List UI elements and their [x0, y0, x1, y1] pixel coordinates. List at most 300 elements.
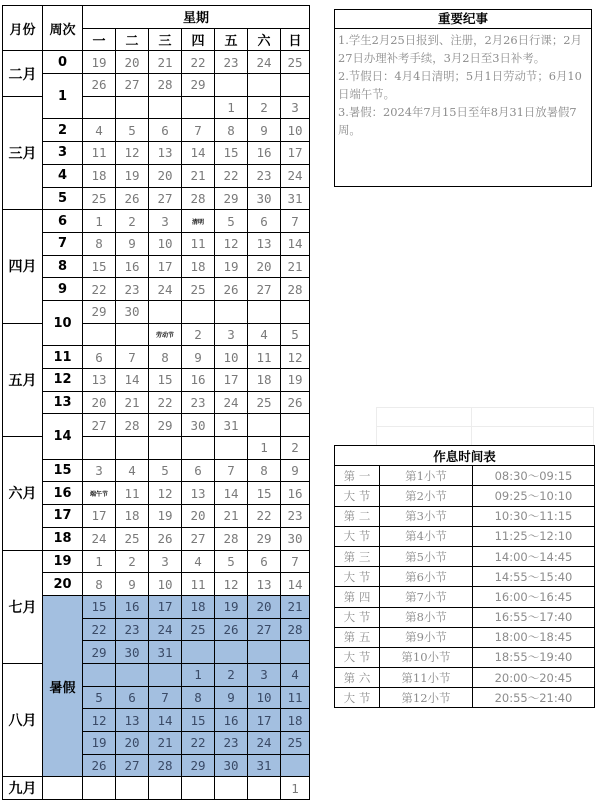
day-cell: 25 — [83, 187, 116, 210]
day-cell: 20 — [149, 164, 182, 187]
weekday-sun: 日 — [281, 28, 310, 51]
day-cell — [215, 300, 248, 323]
day-cell: 21 — [149, 732, 182, 755]
day-cell: 15 — [83, 255, 116, 278]
day-cell: 26 — [83, 74, 116, 97]
day-cell: 5 — [83, 686, 116, 709]
week-header: 周次 — [43, 6, 83, 51]
calendar-row — [3, 527, 310, 550]
day-cell: 1 — [248, 437, 281, 460]
day-cell: 14 — [281, 232, 310, 255]
session-label: 大 节 — [335, 607, 380, 627]
day-cell: 21 — [281, 255, 310, 278]
schedule-row — [335, 546, 595, 566]
day-cell: 10 — [281, 119, 310, 142]
day-cell: 14 — [182, 142, 215, 165]
schedule-row — [335, 627, 595, 647]
week-number: 6 — [43, 210, 83, 233]
period-time: 09:25～10:10 — [473, 486, 595, 506]
day-cell: 8 — [248, 459, 281, 482]
period-time: 14:55～15:40 — [473, 567, 595, 587]
day-cell: 25 — [182, 618, 215, 641]
day-cell: 21 — [182, 164, 215, 187]
session-label: 大 节 — [335, 567, 380, 587]
day-cell: 3 — [83, 459, 116, 482]
day-cell — [116, 777, 149, 800]
period-time: 16:00～16:45 — [473, 587, 595, 607]
day-cell — [248, 414, 281, 437]
day-cell — [149, 777, 182, 800]
calendar-row — [3, 232, 310, 255]
calendar-row — [3, 346, 310, 369]
day-cell: 24 — [149, 278, 182, 301]
day-cell: 16 — [116, 255, 149, 278]
day-cell — [149, 300, 182, 323]
day-cell: 7 — [215, 459, 248, 482]
day-cell: 5 — [215, 210, 248, 233]
day-cell: 28 — [149, 74, 182, 97]
schedule-row — [335, 567, 595, 587]
day-cell: 30 — [116, 300, 149, 323]
day-cell: 22 — [182, 732, 215, 755]
day-cell: 12 — [149, 482, 182, 505]
period-time: 20:55～21:40 — [473, 688, 595, 708]
day-cell: 1 — [215, 96, 248, 119]
day-cell: 30 — [182, 414, 215, 437]
day-cell: 19 — [281, 369, 310, 392]
period-name: 第3小节 — [380, 506, 473, 526]
day-cell: 1 — [182, 663, 215, 686]
weekday-wed: 三 — [149, 28, 182, 51]
summer-vacation-label: 暑假 — [43, 595, 83, 777]
day-cell: 2 — [281, 437, 310, 460]
day-cell — [83, 96, 116, 119]
weekday-tue: 二 — [116, 28, 149, 51]
day-cell: 23 — [182, 391, 215, 414]
session-label: 第 一 — [335, 466, 380, 486]
day-cell — [116, 437, 149, 460]
day-cell: 10 — [215, 346, 248, 369]
day-cell: 23 — [215, 51, 248, 74]
weekday-mon: 一 — [83, 28, 116, 51]
day-cell: 5 — [149, 459, 182, 482]
schedule-row — [335, 607, 595, 627]
day-cell: 20 — [116, 732, 149, 755]
calendar-row — [3, 278, 310, 301]
week-number: 17 — [43, 505, 83, 528]
day-cell: 13 — [248, 573, 281, 596]
day-cell — [83, 437, 116, 460]
day-cell: 10 — [149, 573, 182, 596]
day-cell: 4 — [116, 459, 149, 482]
day-cell: 27 — [182, 527, 215, 550]
day-cell: 29 — [182, 74, 215, 97]
day-cell: 29 — [149, 414, 182, 437]
day-cell: 23 — [215, 732, 248, 755]
session-label: 大 节 — [335, 688, 380, 708]
day-cell: 26 — [215, 618, 248, 641]
period-name: 第6小节 — [380, 567, 473, 587]
day-cell: 12 — [83, 709, 116, 732]
day-cell: 3 — [248, 663, 281, 686]
day-cell: 17 — [149, 255, 182, 278]
month-label: 八月 — [3, 663, 43, 776]
day-cell: 27 — [116, 754, 149, 777]
day-cell: 9 — [248, 119, 281, 142]
period-name: 第2小节 — [380, 486, 473, 506]
day-cell: 25 — [182, 278, 215, 301]
day-cell: 14 — [215, 482, 248, 505]
day-cell: 12 — [116, 142, 149, 165]
week-number: 7 — [43, 232, 83, 255]
day-cell: 6 — [182, 459, 215, 482]
day-cell: 11 — [83, 142, 116, 165]
day-cell — [281, 414, 310, 437]
week-number: 15 — [43, 459, 83, 482]
schedule-title: 作息时间表 — [335, 446, 595, 466]
day-cell: 22 — [215, 164, 248, 187]
schedule-row — [335, 526, 595, 546]
week-number: 10 — [43, 300, 83, 345]
day-cell: 29 — [182, 754, 215, 777]
note-item: 3.暑假：2024年7月15日至年8月31日放暑假7周。 — [338, 105, 577, 137]
day-cell: 3 — [281, 96, 310, 119]
day-cell: 4 — [248, 323, 281, 346]
week-number: 2 — [43, 119, 83, 142]
day-cell — [248, 777, 281, 800]
day-cell: 26 — [116, 187, 149, 210]
day-cell: 25 — [248, 391, 281, 414]
day-cell: 17 — [215, 369, 248, 392]
day-cell — [116, 96, 149, 119]
day-cell: 5 — [116, 119, 149, 142]
day-cell: 8 — [182, 686, 215, 709]
schedule-row — [335, 587, 595, 607]
day-cell — [215, 437, 248, 460]
day-cell: 15 — [149, 369, 182, 392]
day-cell: 2 — [116, 550, 149, 573]
day-cell: 18 — [116, 505, 149, 528]
calendar-row — [3, 255, 310, 278]
day-cell: 11 — [248, 346, 281, 369]
day-cell: 9 — [116, 232, 149, 255]
day-cell — [149, 663, 182, 686]
day-cell: 11 — [182, 573, 215, 596]
day-cell: 18 — [248, 369, 281, 392]
day-cell: 23 — [281, 505, 310, 528]
day-cell: 13 — [182, 482, 215, 505]
note-item: 2.节假日：4月4日清明；5月1日劳动节；6月10日端午节。 — [338, 69, 582, 101]
day-cell: 18 — [83, 164, 116, 187]
month-label: 七月 — [3, 550, 43, 663]
day-cell: 21 — [149, 51, 182, 74]
period-time: 11:25～12:10 — [473, 526, 595, 546]
session-label: 大 节 — [335, 526, 380, 546]
day-cell: 15 — [182, 709, 215, 732]
day-cell: 31 — [281, 187, 310, 210]
day-cell — [182, 777, 215, 800]
day-cell — [83, 663, 116, 686]
day-cell: 9 — [215, 686, 248, 709]
day-cell: 13 — [116, 709, 149, 732]
day-cell: 29 — [83, 641, 116, 664]
day-cell: 17 — [248, 709, 281, 732]
day-cell: 18 — [182, 595, 215, 618]
day-cell: 4 — [281, 663, 310, 686]
period-name: 第8小节 — [380, 607, 473, 627]
week-number: 18 — [43, 527, 83, 550]
day-cell: 24 — [248, 51, 281, 74]
day-cell: 14 — [116, 369, 149, 392]
day-cell: 20 — [248, 255, 281, 278]
day-cell: 1 — [83, 550, 116, 573]
day-cell: 8 — [83, 232, 116, 255]
day-cell: 19 — [116, 164, 149, 187]
month-label: 三月 — [3, 96, 43, 209]
calendar-row — [3, 482, 310, 505]
day-cell: 16 — [281, 482, 310, 505]
weekday-thu: 四 — [182, 28, 215, 51]
day-cell: 2 — [116, 210, 149, 233]
calendar-row — [3, 777, 310, 800]
day-cell: 30 — [215, 754, 248, 777]
period-name: 第10小节 — [380, 647, 473, 667]
empty-grid — [376, 407, 594, 445]
calendar-row — [3, 300, 310, 323]
day-cell: 6 — [149, 119, 182, 142]
note-item: 1.学生2月25日报到、注册，2月26日行课；2月27日办理补考手续，3月2日至3日补考。 — [338, 33, 582, 65]
period-time: 08:30～09:15 — [473, 466, 595, 486]
day-cell: 28 — [149, 754, 182, 777]
month-label: 九月 — [3, 777, 43, 800]
day-cell — [215, 74, 248, 97]
day-cell: 27 — [83, 414, 116, 437]
day-cell: 14 — [281, 573, 310, 596]
day-cell — [281, 300, 310, 323]
important-events-panel — [334, 9, 592, 187]
day-cell — [149, 96, 182, 119]
day-cell: 22 — [83, 618, 116, 641]
calendar-row — [3, 595, 310, 618]
day-cell — [182, 96, 215, 119]
day-cell: 30 — [116, 641, 149, 664]
day-cell: 27 — [248, 278, 281, 301]
day-cell: 19 — [83, 732, 116, 755]
calendar-row — [3, 119, 310, 142]
day-cell: 16 — [182, 369, 215, 392]
day-cell: 29 — [215, 187, 248, 210]
day-cell: 5 — [281, 323, 310, 346]
day-cell: 26 — [149, 527, 182, 550]
calendar-row — [3, 187, 310, 210]
week-number: 0 — [43, 51, 83, 74]
calendar-row — [3, 164, 310, 187]
day-cell — [83, 323, 116, 346]
session-label: 大 节 — [335, 647, 380, 667]
day-cell: 6 — [248, 210, 281, 233]
day-cell: 20 — [248, 595, 281, 618]
day-cell: 18 — [281, 709, 310, 732]
session-label: 第 六 — [335, 668, 380, 688]
day-cell: 10 — [248, 686, 281, 709]
day-cell: 19 — [215, 595, 248, 618]
day-cell — [215, 777, 248, 800]
day-cell: 20 — [83, 391, 116, 414]
day-cell: 22 — [149, 391, 182, 414]
day-cell: 15 — [215, 142, 248, 165]
week-number: 9 — [43, 278, 83, 301]
day-cell — [248, 641, 281, 664]
day-cell: 9 — [182, 346, 215, 369]
day-cell: 13 — [248, 232, 281, 255]
day-cell: 28 — [215, 527, 248, 550]
schedule-row — [335, 688, 595, 708]
day-cell: 28 — [182, 187, 215, 210]
day-cell: 24 — [281, 164, 310, 187]
day-cell — [281, 74, 310, 97]
day-cell: 4 — [83, 119, 116, 142]
period-name: 第11小节 — [380, 668, 473, 688]
day-cell: 3 — [149, 550, 182, 573]
calendar-row — [3, 459, 310, 482]
day-cell — [281, 754, 310, 777]
day-cell: 16 — [248, 142, 281, 165]
day-cell: 30 — [281, 527, 310, 550]
week-number: 13 — [43, 391, 83, 414]
day-cell: 8 — [149, 346, 182, 369]
holiday-cell: 劳动节 — [149, 323, 182, 346]
week-number: 16 — [43, 482, 83, 505]
day-cell: 19 — [83, 51, 116, 74]
schedule-row — [335, 506, 595, 526]
calendar-row — [3, 391, 310, 414]
day-cell: 27 — [116, 74, 149, 97]
period-name: 第5小节 — [380, 546, 473, 566]
day-cell: 5 — [215, 550, 248, 573]
day-cell: 2 — [215, 663, 248, 686]
day-cell: 17 — [281, 142, 310, 165]
schedule-row — [335, 486, 595, 506]
day-cell: 17 — [149, 595, 182, 618]
session-label: 第 四 — [335, 587, 380, 607]
day-cell: 15 — [83, 595, 116, 618]
weekday-title: 星期 — [83, 6, 310, 29]
day-cell: 16 — [215, 709, 248, 732]
calendar-row — [3, 369, 310, 392]
day-cell: 3 — [215, 323, 248, 346]
day-cell — [149, 437, 182, 460]
month-label: 六月 — [3, 437, 43, 550]
day-cell: 22 — [83, 278, 116, 301]
day-cell — [116, 323, 149, 346]
day-cell: 23 — [116, 278, 149, 301]
day-cell: 24 — [215, 391, 248, 414]
period-name: 第1小节 — [380, 466, 473, 486]
notes-title: 重要纪事 — [335, 10, 591, 29]
holiday-cell: 清明 — [182, 210, 215, 233]
day-cell: 26 — [281, 391, 310, 414]
day-cell: 11 — [116, 482, 149, 505]
period-name: 第7小节 — [380, 587, 473, 607]
calendar-row — [3, 573, 310, 596]
day-cell: 8 — [83, 573, 116, 596]
day-cell: 14 — [149, 709, 182, 732]
day-cell: 29 — [248, 527, 281, 550]
day-cell: 31 — [215, 414, 248, 437]
period-time: 14:00～14:45 — [473, 546, 595, 566]
weekday-fri: 五 — [215, 28, 248, 51]
calendar-row — [3, 550, 310, 573]
day-cell: 6 — [116, 686, 149, 709]
calendar-row — [3, 142, 310, 165]
day-cell: 7 — [281, 550, 310, 573]
day-cell: 7 — [116, 346, 149, 369]
period-time: 20:00～20:45 — [473, 668, 595, 688]
day-cell: 25 — [281, 732, 310, 755]
calendar-row — [3, 414, 310, 437]
month-label: 四月 — [3, 210, 43, 323]
day-cell: 10 — [149, 232, 182, 255]
day-cell — [83, 777, 116, 800]
month-label: 五月 — [3, 323, 43, 436]
day-cell: 23 — [116, 618, 149, 641]
week-number: 4 — [43, 164, 83, 187]
month-label: 二月 — [3, 51, 43, 96]
day-cell: 19 — [215, 255, 248, 278]
week-number: 19 — [43, 550, 83, 573]
day-cell: 13 — [149, 142, 182, 165]
day-cell: 21 — [281, 595, 310, 618]
day-cell: 2 — [182, 323, 215, 346]
day-cell: 22 — [248, 505, 281, 528]
day-cell: 31 — [248, 754, 281, 777]
day-cell — [116, 663, 149, 686]
day-cell — [182, 437, 215, 460]
day-cell: 27 — [149, 187, 182, 210]
day-cell: 20 — [116, 51, 149, 74]
schedule-row — [335, 647, 595, 667]
day-cell: 7 — [182, 119, 215, 142]
day-cell: 28 — [116, 414, 149, 437]
day-cell: 9 — [116, 573, 149, 596]
day-cell: 19 — [149, 505, 182, 528]
week-number: 12 — [43, 369, 83, 392]
day-cell: 27 — [248, 618, 281, 641]
day-cell: 25 — [116, 527, 149, 550]
schedule-row — [335, 466, 595, 486]
day-cell: 8 — [215, 119, 248, 142]
period-time: 16:55～17:40 — [473, 607, 595, 627]
day-cell: 29 — [83, 300, 116, 323]
day-cell: 24 — [83, 527, 116, 550]
week-number: 8 — [43, 255, 83, 278]
schedule-row — [335, 668, 595, 688]
period-name: 第9小节 — [380, 627, 473, 647]
day-cell: 18 — [182, 255, 215, 278]
day-cell: 31 — [149, 641, 182, 664]
session-label: 第 三 — [335, 546, 380, 566]
session-label: 第 五 — [335, 627, 380, 647]
day-cell — [215, 641, 248, 664]
calendar-row — [3, 74, 310, 97]
day-cell: 9 — [281, 459, 310, 482]
period-time: 10:30～11:15 — [473, 506, 595, 526]
day-cell: 28 — [281, 278, 310, 301]
session-label: 大 节 — [335, 486, 380, 506]
day-cell: 25 — [281, 51, 310, 74]
day-cell: 4 — [182, 550, 215, 573]
day-cell: 6 — [248, 550, 281, 573]
